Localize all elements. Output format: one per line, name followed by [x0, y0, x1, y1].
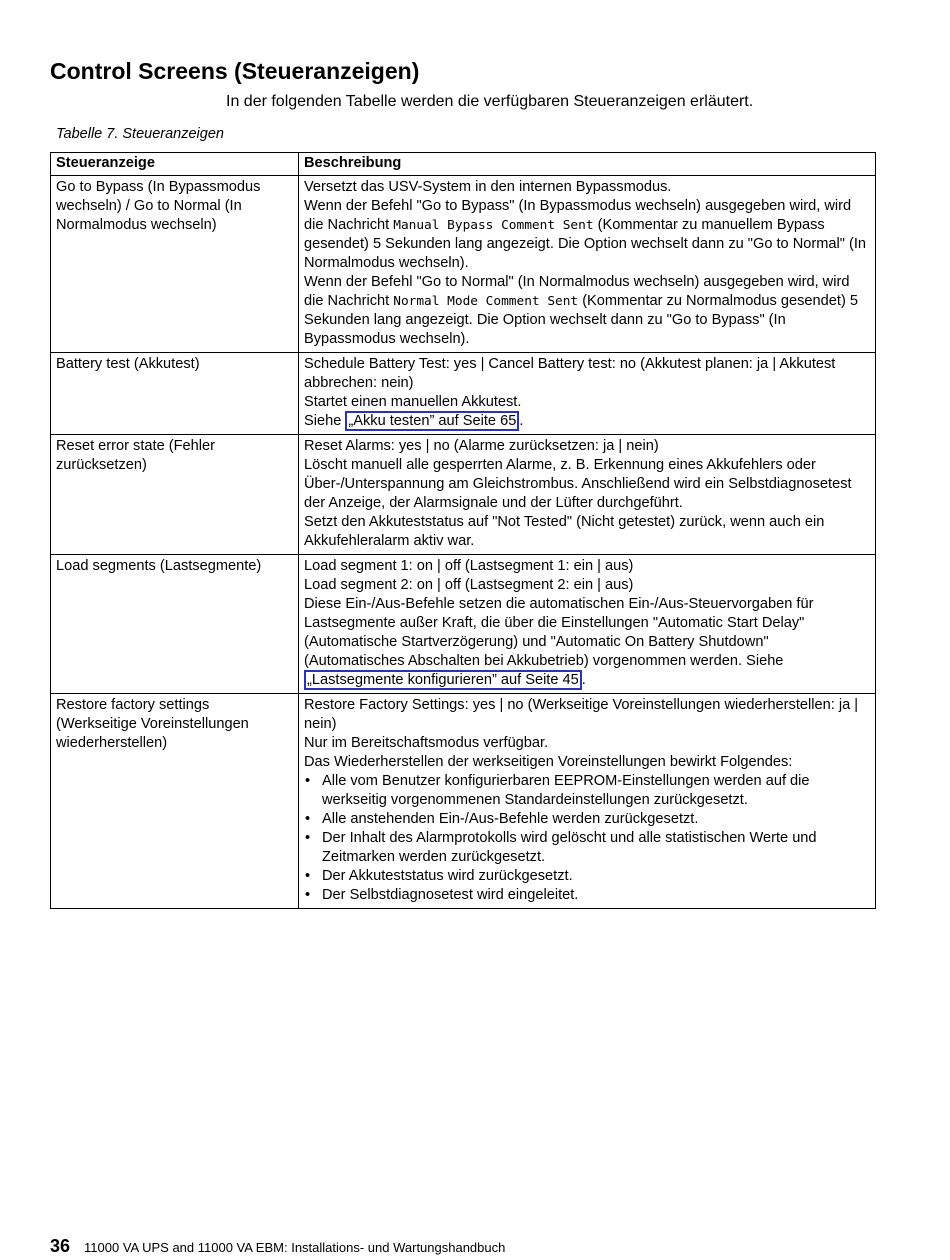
column-header-control: Steueranzeige: [51, 153, 299, 176]
control-name: Reset error state (Fehler zurücksetzen): [51, 435, 299, 555]
table-row: [51, 555, 876, 694]
text-segment: Wenn der Befehl "Go to Normal" (In Normalmodus wechseln) ausgegeben wird, wird die Nachricht: [304, 274, 850, 309]
description-paragraph: [304, 595, 871, 690]
message-code: Manual Bypass Comment Sent: [393, 218, 594, 233]
description-line: Reset Alarms: yes | no (Alarme zurücksetzen: ja | nein): [304, 438, 659, 454]
description-line: Load segment 2: on | off (Lastsegment 2: ein | aus): [304, 577, 634, 593]
description-line: Setzt den Akkuteststatus auf "Not Tested" (Nicht getestet) zurück, wenn auch ein Akkufehleralarm aktiv war.: [304, 514, 825, 549]
link-akku-testen[interactable]: „Akku testen” auf Seite 65: [345, 411, 519, 431]
control-name: Battery test (Akkutest): [51, 353, 299, 435]
text-segment: Siehe: [304, 413, 346, 429]
table-row: [51, 435, 876, 555]
cross-reference-line: [304, 412, 871, 431]
text-segment: Wenn der Befehl "Go to Bypass" (In Bypassmodus wechseln) ausgegeben wird, wird die Nachricht: [304, 198, 852, 233]
description-line: Löscht manuell alle gesperrten Alarme, z. B. Erkennung eines Akkufehlers oder Über-/Unterspannung am Gleichstrombus. Anschließend wird ein Selbstdiagnosetest der Anzeige, der Alarmsignale und der Lüfter durchgeführt.: [304, 457, 852, 511]
message-code: Normal Mode Comment Sent: [393, 294, 579, 309]
table-header-row: [51, 153, 876, 176]
description-line: Versetzt das USV-System in den internen Bypassmodus.: [304, 179, 672, 195]
control-description: [299, 353, 876, 435]
description-line: Nur im Bereitschaftsmodus verfügbar.: [304, 735, 549, 751]
text-segment: Diese Ein-/Aus-Befehle setzen die automatischen Ein-/Aus-Steuervorgaben für Lastsegmente außer Kraft, die über die Einstellungen "Automatic Start Delay" (Automatische Startverzögerung) und "Automatic On Battery Shutdown" (Automatisches Abschalten bei Akkubetrieb) vorgenommen werden. Siehe: [304, 596, 814, 669]
text-segment: .: [581, 672, 586, 688]
table-row: [51, 353, 876, 435]
table-caption: Tabelle 7. Steueranzeigen: [56, 126, 224, 142]
table-row: [51, 694, 876, 909]
text-segment: (Kommentar zu Normalmodus gesendet) 5 Sekunden lang angezeigt. Die Option wechselt dann zu "Go to Bypass" (In Bypassmodus wechseln).: [304, 293, 858, 347]
intro-text: In der folgenden Tabelle werden die verfügbaren Steueranzeigen erläutert.: [226, 93, 754, 110]
link-lastsegmente-konfigurieren[interactable]: „Lastsegmente konfigurieren” auf Seite 45: [304, 670, 582, 690]
column-header-description: Beschreibung: [299, 153, 876, 176]
text-segment: .: [519, 413, 524, 429]
description-paragraph: [304, 197, 871, 273]
control-name: Load segments (Lastsegmente): [51, 555, 299, 694]
list-item: • Alle anstehenden Ein-/Aus-Befehle werden zurückgesetzt.: [304, 810, 871, 829]
control-description: [299, 176, 876, 353]
list-item: • Der Selbstdiagnosetest wird eingeleitet.: [304, 886, 871, 905]
control-name: Go to Bypass (In Bypassmodus wechseln) / Go to Normal (In Normalmodus wechseln): [51, 176, 299, 353]
page-heading: Control Screens (Steueranzeigen): [50, 58, 420, 84]
list-item: • Der Inhalt des Alarmprotokolls wird gelöscht und alle statistischen Werte und Zeitmarken werden zurückgesetzt.: [304, 829, 871, 867]
control-description: [299, 555, 876, 694]
control-description: [299, 694, 876, 909]
description-line: Load segment 1: on | off (Lastsegment 1: ein | aus): [304, 558, 634, 574]
description-line: Schedule Battery Test: yes | Cancel Battery test: no (Akkutest planen: ja | Akkutest abbrechen: nein): [304, 356, 836, 391]
list-item: • Alle vom Benutzer konfigurierbaren EEPROM-Einstellungen werden auf die werkseitig vorgenommenen Standardeinstellungen zurückgesetzt.: [304, 772, 871, 810]
effects-list: [304, 772, 871, 905]
text-segment: (Kommentar zu manuellem Bypass gesendet) 5 Sekunden lang angezeigt. Die Option wechselt dann zu "Go to Normal" (In Normalmodus wechseln).: [304, 217, 867, 271]
table-row: [51, 176, 876, 353]
control-description: [299, 435, 876, 555]
page-footer: [50, 1236, 505, 1257]
footer-title: 11000 VA UPS and 11000 VA EBM: Installations- und Wartungshandbuch: [84, 1240, 506, 1255]
description-line: Startet einen manuellen Akkutest.: [304, 394, 522, 410]
description-line: Das Wiederherstellen der werkseitigen Voreinstellungen bewirkt Folgendes:: [304, 754, 793, 770]
description-line: Restore Factory Settings: yes | no (Werkseitige Voreinstellungen wiederherstellen: ja | nein): [304, 697, 859, 732]
description-paragraph: [304, 273, 871, 349]
list-item: • Der Akkuteststatus wird zurückgesetzt.: [304, 867, 871, 886]
page-number: 36: [50, 1236, 71, 1256]
control-name: Restore factory settings (Werkseitige Voreinstellungen wiederherstellen): [51, 694, 299, 909]
control-screens-table: [50, 152, 876, 909]
